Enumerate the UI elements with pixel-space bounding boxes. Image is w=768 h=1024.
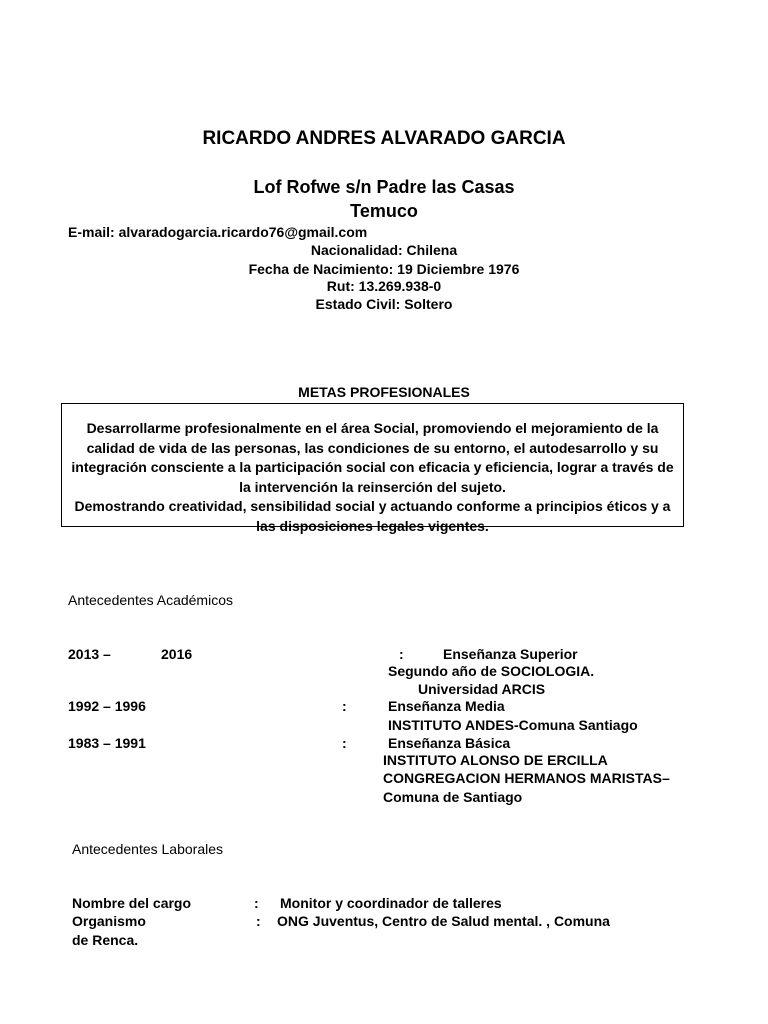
organization-value-continued: de Renca. xyxy=(72,932,139,948)
academic-entry-1-detail-2: Universidad ARCIS xyxy=(418,681,546,697)
nationality-line: Nacionalidad: Chilena xyxy=(310,242,458,258)
academic-entry-1-colon: : xyxy=(399,646,404,662)
position-label: Nombre del cargo xyxy=(72,895,192,911)
organization-colon: : xyxy=(256,913,261,929)
academic-entry-3-colon: : xyxy=(342,735,347,751)
academic-entry-1-year-start: 2013 – xyxy=(68,646,111,662)
academic-entry-1-year-end: 2016 xyxy=(161,646,193,662)
goals-paragraph-2: Demostrando creatividad, sensibilidad social y actuando conforme a principios éticos y a las disposiciones legales vigentes. xyxy=(74,498,671,534)
academic-entry-3-detail-3: Comuna de Santiago xyxy=(383,789,523,805)
address-line-1: Lof Rofwe s/n Padre las Casas xyxy=(253,177,515,197)
academic-entry-2-colon: : xyxy=(342,698,347,714)
academic-entry-3-years: 1983 – 1991 xyxy=(68,735,146,751)
goals-paragraph-1: Desarrollarme profesionalmente en el área Social, promoviendo el mejoramiento de la calidad de vida de las personas, las condiciones de su entorno, el autodesarrollo y su integración consciente a la participación social con eficacia y eficiencia, lograr a través de la intervención la reinserción del sujeto. xyxy=(71,420,674,495)
academic-title: Antecedentes Académicos xyxy=(68,592,233,608)
organization-label: Organismo xyxy=(72,913,146,929)
work-title: Antecedentes Laborales xyxy=(72,841,223,857)
address-line-2: Temuco xyxy=(350,201,418,221)
academic-entry-1-detail-1: Segundo año de SOCIOLOGIA. xyxy=(388,663,595,679)
academic-entry-3-detail-1: INSTITUTO ALONSO DE ERCILLA xyxy=(383,752,608,768)
academic-entry-2-detail-1: INSTITUTO ANDES-Comuna Santiago xyxy=(388,717,638,733)
academic-entry-3-detail-2: CONGREGACION HERMANOS MARISTAS– xyxy=(383,770,670,786)
goals-box xyxy=(61,403,684,534)
email-line: E-mail: alvaradogarcia.ricardo76@gmail.com xyxy=(68,224,368,240)
goals-title: METAS PROFESIONALES xyxy=(298,384,470,400)
civil-status-line: Estado Civil: Soltero xyxy=(315,296,453,312)
position-colon: : xyxy=(254,895,259,911)
academic-entry-2-years: 1992 – 1996 xyxy=(68,698,146,714)
organization-value: ONG Juventus, Centro de Salud mental. , Comuna xyxy=(277,913,610,929)
academic-entry-3-level: Enseñanza Básica xyxy=(388,735,511,751)
rut-line: Rut: 13.269.938-0 xyxy=(326,278,442,294)
academic-entry-2-level: Enseñanza Media xyxy=(388,698,505,714)
academic-entry-1-level: Enseñanza Superior xyxy=(443,646,578,662)
position-value: Monitor y coordinador de talleres xyxy=(280,895,502,911)
candidate-name: RICARDO ANDRES ALVARADO GARCIA xyxy=(202,128,566,149)
birth-date-line: Fecha de Nacimiento: 19 Diciembre 1976 xyxy=(248,261,520,277)
